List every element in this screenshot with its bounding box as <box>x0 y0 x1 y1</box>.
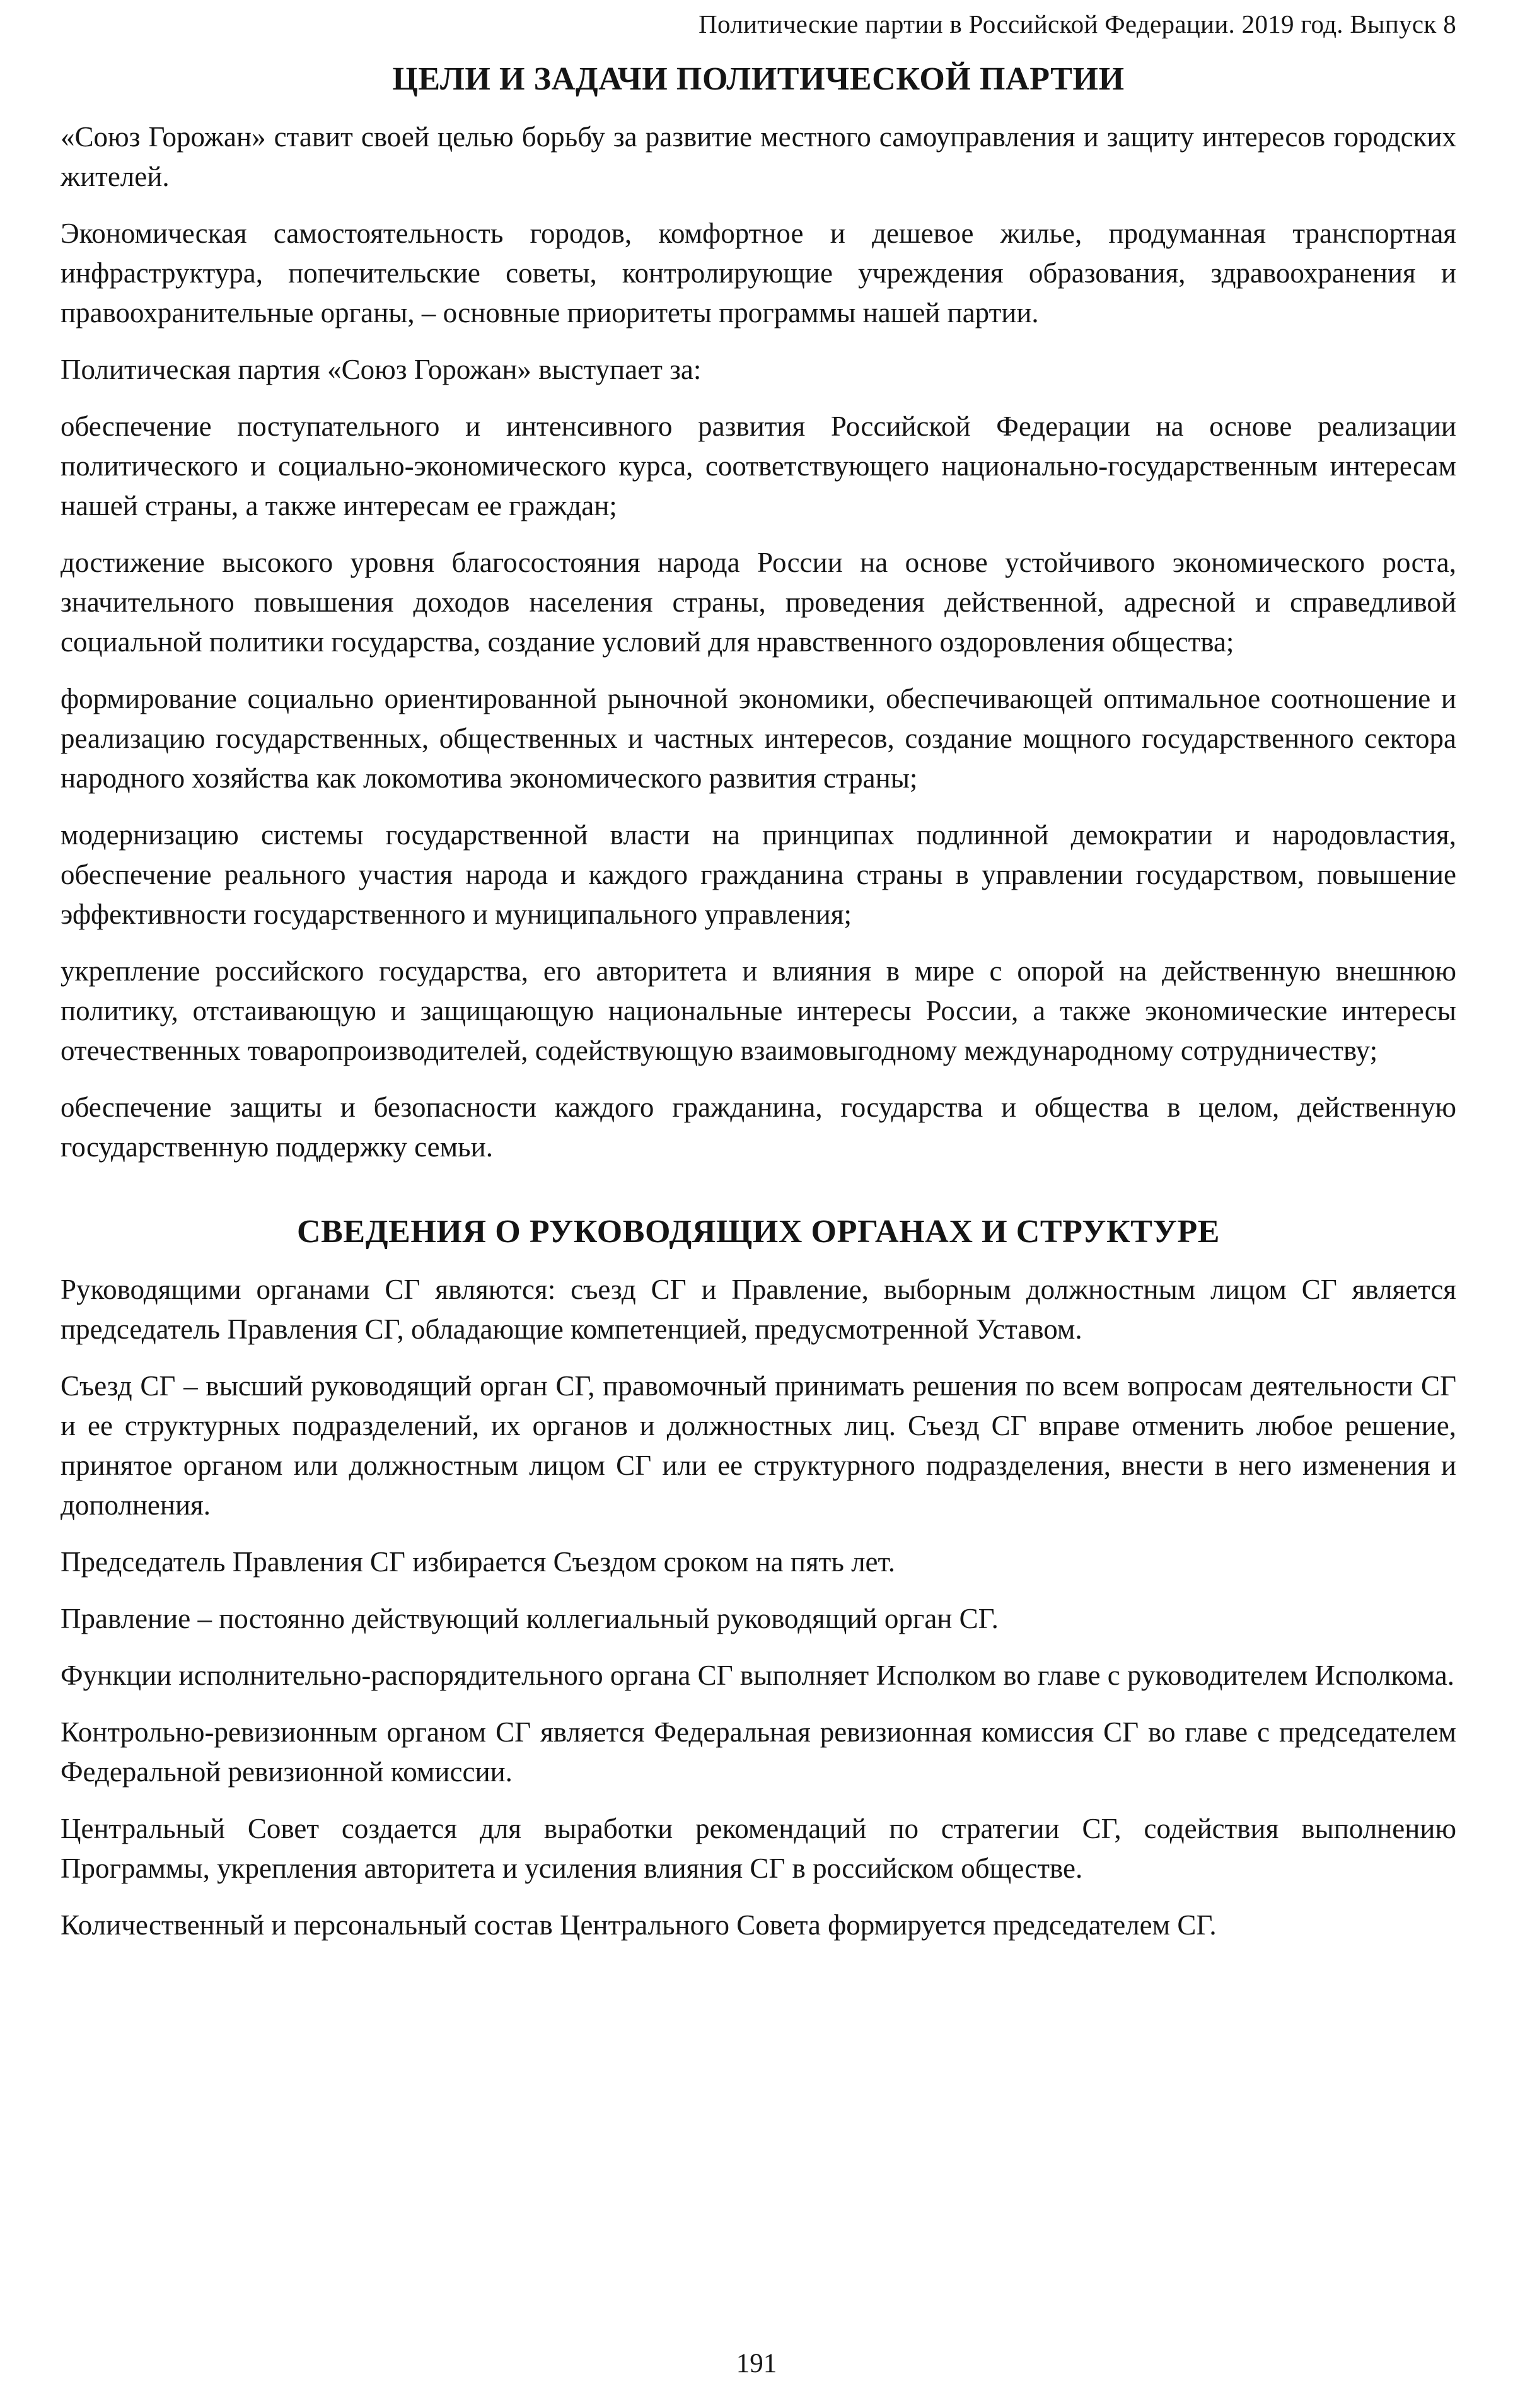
section-title-governance: СВЕДЕНИЯ О РУКОВОДЯЩИХ ОРГАНАХ И СТРУКТУРЕ <box>297 1214 1220 1250</box>
paragraph: обеспечение защиты и безопасности каждого гражданина, государства и общества в целом, действенную государственную поддержку семьи. <box>61 1091 1456 1163</box>
paragraph: формирование социально ориентированной рыночной экономики, обеспечивающей оптимальное соотношение и реализацию государственных, общественных и частных интересов, создание мощного государственного сектора народного хозяйства как локомотива экономического развития страны; <box>61 683 1456 794</box>
paragraph: Количественный и персональный состав Центрального Совета формируется председателем СГ. <box>61 1909 1217 1941</box>
paragraph: Контрольно-ревизионным органом СГ является Федеральная ревизионная комиссия СГ во главе с председателем Федеральной ревизионной комиссии. <box>61 1716 1456 1788</box>
paragraph: Центральный Совет создается для выработки рекомендаций по стратегии СГ, содействия выполнению Программы, укрепления авторитета и усиления влияния СГ в российском обществе. <box>61 1813 1456 1885</box>
running-header: Политические партии в Российской Федерации. 2019 год. Выпуск 8 <box>699 9 1456 38</box>
paragraph: достижение высокого уровня благосостояния народа России на основе устойчивого экономического роста, значительного повышения доходов населения страны, проведения действенной, адресной и справедливой социальной политики государства, создание условий для нравственного оздоровления общества; <box>61 547 1456 658</box>
paragraph: «Союз Горожан» ставит своей целью борьбу за развитие местного самоуправления и защиту интересов городских жителей. <box>61 121 1456 193</box>
paragraph: Правление – постоянно действующий коллегиальный руководящий орган СГ. <box>61 1603 999 1635</box>
section-title-goals: ЦЕЛИ И ЗАДАЧИ ПОЛИТИЧЕСКОЙ ПАРТИИ <box>392 61 1125 98</box>
paragraph: укрепление российского государства, его авторитета и влияния в мире с опорой на действенную внешнюю политику, отстаивающую и защищающую национальные интересы России, а также экономические интересы отечественных товаропроизводителей, содействующую взаимовыгодному международному сотрудничеству; <box>61 955 1456 1067</box>
paragraph: Функции исполнительно-распорядительного органа СГ выполняет Исполком во главе с руководителем Исполкома. <box>61 1660 1454 1692</box>
paragraph: Съезд СГ – высший руководящий орган СГ, правомочный принимать решения по всем вопросам деятельности СГ и ее структурных подразделений, их органов и должностных лиц. Съезд СГ вправе отменить любое решение, принятое органом или должностным лицом СГ или ее структурного подразделения, внести в него изменения и дополнения. <box>61 1370 1456 1521</box>
paragraph: Председатель Правления СГ избирается Съездом сроком на пять лет. <box>61 1546 896 1578</box>
page-number: 191 <box>736 2349 777 2378</box>
paragraph: Политическая партия «Союз Горожан» выступает за: <box>61 354 702 386</box>
paragraph: обеспечение поступательного и интенсивного развития Российской Федерации на основе реализации политического и социально-экономического курса, соответствующего национально-государственным интересам нашей страны, а также интересам ее граждан; <box>61 410 1456 522</box>
paragraph: Экономическая самостоятельность городов, комфортное и дешевое жилье, продуманная транспортная инфраструктура, попечительские советы, контролирующие учреждения образования, здравоохранения и правоохранительные органы, – основные приоритеты программы нашей партии. <box>61 218 1456 329</box>
paragraph: модернизацию системы государственной власти на принципах подлинной демократии и народовластия, обеспечение реального участия народа и каждого гражданина страны в управлении государством, повышение эффективности государственного и муниципального управления; <box>61 819 1456 931</box>
paragraph: Руководящими органами СГ являются: съезд СГ и Правление, выборным должностным лицом СГ является председатель Правления СГ, обладающие компетенцией, предусмотренной Уставом. <box>61 1274 1456 1346</box>
